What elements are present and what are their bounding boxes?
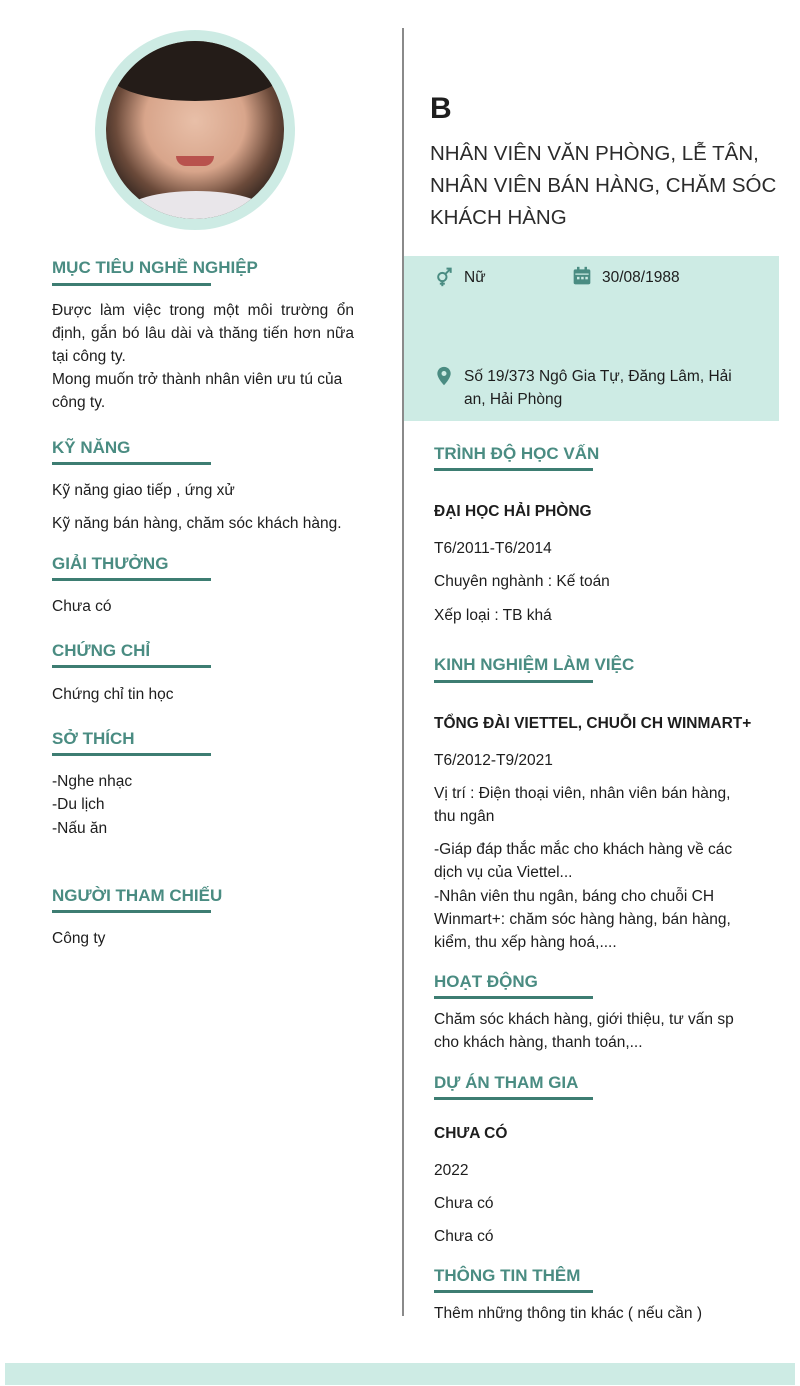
objective-text: Được làm việc trong một môi trường ổn định, gắn bó lâu dài và thăng tiến hơn nữa tại công ty. (52, 302, 354, 365)
references-text: Công ty (52, 930, 106, 947)
certificates-text: Chứng chỉ tin học (52, 686, 174, 703)
objective-text-2: Mong muốn trở thành nhân viên ưu tú của công ty. (52, 371, 343, 411)
birthdate-value: 30/08/1988 (602, 269, 680, 286)
address-value: Số 19/373 Ngô Gia Tự, Đăng Lâm, Hải an, Hải Phòng (464, 368, 732, 408)
project-line: Chưa có (434, 1228, 494, 1245)
certificates-title: CHỨNG CHỈ (52, 641, 151, 660)
hobby-item: -Nấu ăn (52, 820, 108, 837)
hobbies-title: SỞ THÍCH (52, 729, 135, 748)
experience-desc: -Giáp đáp thắc mắc cho khách hàng về các dịch vụ của Viettel... (434, 841, 733, 881)
activities-underline (434, 996, 593, 999)
projects-title: DỰ ÁN THAM GIA (434, 1073, 579, 1092)
hobby-item: -Nghe nhạc (52, 773, 133, 790)
experience-period: T6/2012-T9/2021 (434, 752, 553, 769)
skills-underline (52, 462, 211, 465)
experience-title: KINH NGHIỆM LÀM VIỆC (434, 655, 635, 674)
extra-info-underline (434, 1290, 593, 1293)
objective-underline (52, 283, 211, 286)
skills-title: KỸ NĂNG (52, 438, 131, 457)
education-period: T6/2011-T6/2014 (434, 540, 552, 557)
column-divider (402, 28, 404, 1316)
extra-info-text: Thêm những thông tin khác ( nếu cần ) (434, 1305, 703, 1322)
experience-underline (434, 680, 593, 683)
school-name: ĐẠI HỌC HẢI PHÒNG (434, 503, 592, 520)
avatar (95, 30, 295, 230)
gender-value: Nữ (464, 269, 486, 286)
extra-info-title: THÔNG TIN THÊM (434, 1266, 581, 1285)
projects-underline (434, 1097, 593, 1100)
education-grade: Xếp loại : TB khá (434, 607, 552, 624)
education-major: Chuyên nghành : Kế toán (434, 573, 610, 590)
references-title: NGƯỜI THAM CHIẾU (52, 886, 223, 905)
awards-title: GIẢI THƯỞNG (52, 554, 169, 573)
candidate-name: B (430, 92, 452, 125)
project-line: Chưa có (434, 1195, 494, 1212)
location-pin-icon (434, 366, 454, 386)
objective-title: MỤC TIÊU NGHỀ NGHIỆP (52, 258, 258, 277)
activities-text: Chăm sóc khách hàng, giới thiệu, tư vấn sp cho khách hàng, thanh toán,... (434, 1011, 734, 1051)
certificates-underline (52, 665, 211, 668)
education-underline (434, 468, 593, 471)
education-title: TRÌNH ĐỘ HỌC VẤN (434, 444, 600, 463)
job-title: NHÂN VIÊN VĂN PHÒNG, LỄ TÂN, NHÂN VIÊN BÁN HÀNG, CHĂM SÓC KHÁCH HÀNG (430, 142, 777, 229)
profile-photo (106, 41, 284, 219)
awards-text: Chưa có (52, 598, 112, 615)
skill-item: Kỹ năng giao tiếp , ứng xử (52, 482, 235, 499)
experience-position: Vị trí : Điện thoại viên, nhân viên bán hàng, thu ngân (434, 785, 731, 825)
experience-desc-2: -Nhân viên thu ngân, báng cho chuỗi CH Winmart+: chăm sóc hàng hàng, bán hàng, kiểm, thu xếp hàng hoá,.... (434, 888, 731, 951)
footer-bar (5, 1363, 795, 1385)
hobbies-underline (52, 753, 211, 756)
gender-icon (434, 267, 454, 287)
awards-underline (52, 578, 211, 581)
skill-item: Kỹ năng bán hàng, chăm sóc khách hàng. (52, 515, 342, 532)
hobby-item: -Du lịch (52, 796, 105, 813)
calendar-icon (572, 266, 592, 286)
activities-title: HOẠT ĐỘNG (434, 972, 538, 991)
contact-panel (404, 256, 779, 421)
project-name: CHƯA CÓ (434, 1125, 508, 1142)
references-underline (52, 910, 211, 913)
company-name: TỔNG ĐÀI VIETTEL, CHUỖI CH WINMART+ (434, 715, 752, 732)
project-year: 2022 (434, 1162, 469, 1179)
